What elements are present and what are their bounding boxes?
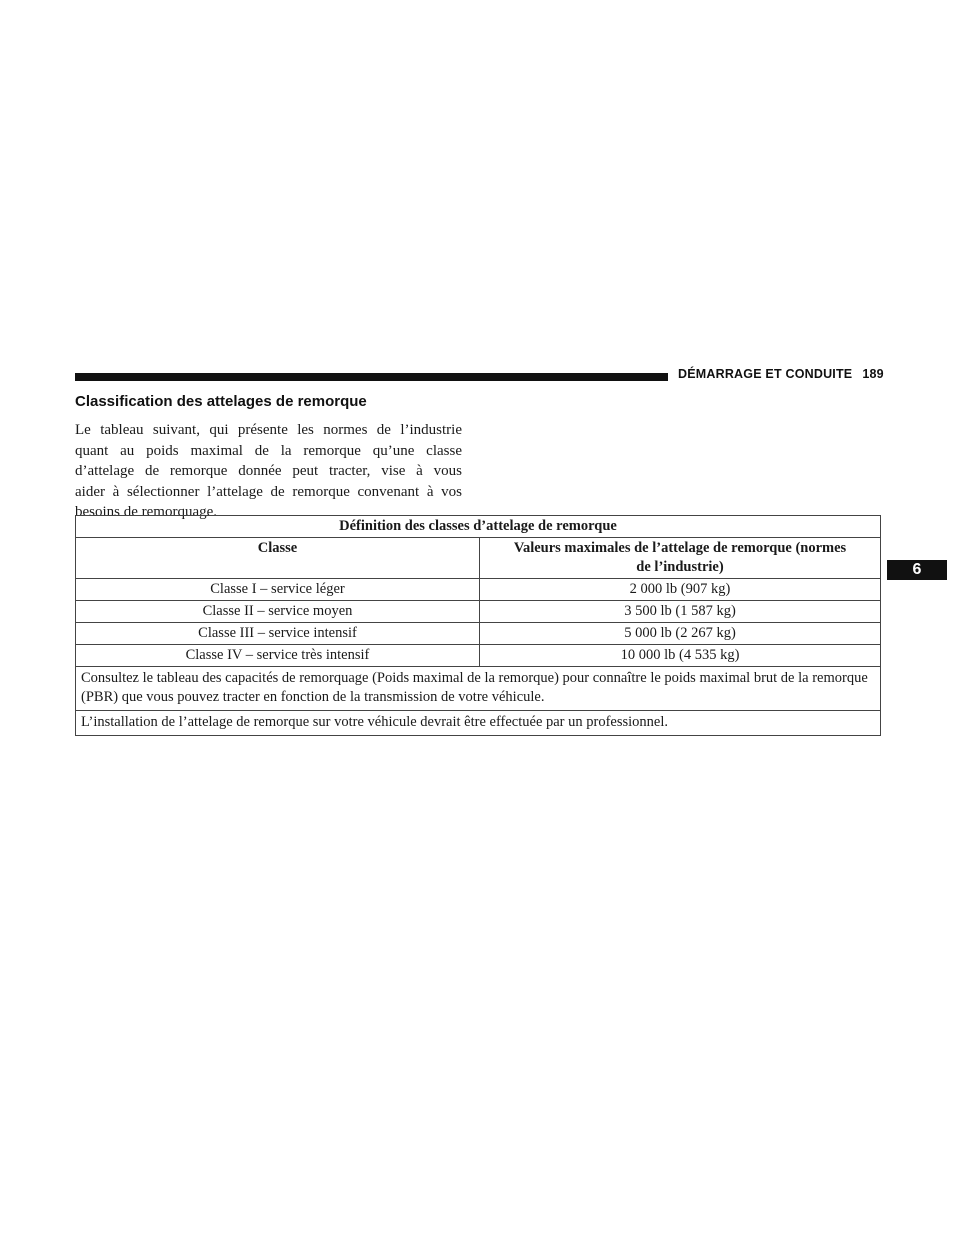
cell-classe: Classe I – service léger — [76, 579, 480, 601]
running-header — [678, 367, 884, 381]
table-row — [76, 601, 881, 623]
cell-valeur: 10 000 lb (4 535 kg) — [480, 645, 881, 667]
intro-line: quant au poids maximal de la remorque qu’une classe — [75, 442, 462, 459]
column-header-valeurs-line: Valeurs maximales de l’attelage de remorque (normes — [513, 540, 847, 556]
table-row — [76, 645, 881, 667]
chapter-tab: 6 — [887, 560, 947, 580]
table-note-row — [76, 667, 881, 711]
hitch-class-table — [75, 515, 881, 736]
intro-line: besoins de remorquage. — [75, 504, 218, 520]
table-header-row — [76, 538, 881, 579]
cell-classe: Classe III – service intensif — [76, 623, 480, 645]
table-title-row — [76, 516, 881, 538]
section-heading: Classification des attelages de remorque — [75, 393, 367, 410]
column-header-classe: Classe — [76, 538, 480, 579]
intro-line: d’attelage de remorque donnée peut tracter, vise à vous — [75, 463, 462, 479]
column-header-valeurs-line: de l’industrie) — [636, 559, 724, 575]
table-note-row — [76, 711, 881, 736]
table-note-installation: L’installation de l’attelage de remorque sur votre véhicule devrait être effectuée par un professionnel. — [76, 711, 881, 736]
intro-line: Le tableau suivant, qui présente les normes de l’industrie — [75, 422, 462, 438]
cell-valeur: 2 000 lb (907 kg) — [480, 579, 881, 601]
page-number: 189 — [862, 367, 884, 381]
cell-valeur: 3 500 lb (1 587 kg) — [480, 601, 881, 623]
intro-paragraph — [75, 420, 462, 523]
intro-line: aider à sélectionner l’attelage de remorque convenant à vos — [75, 483, 462, 500]
column-header-valeurs — [480, 538, 881, 579]
cell-classe: Classe IV – service très intensif — [76, 645, 480, 667]
chapter-title: DÉMARRAGE ET CONDUITE — [678, 367, 853, 381]
cell-valeur: 5 000 lb (2 267 kg) — [480, 623, 881, 645]
table-note-capacity: Consultez le tableau des capacités de remorquage (Poids maximal de la remorque) pour connaître le poids maximal brut de la remorque (PBR) que vous pouvez tracter en fonction de la transmission de votre véhicule. — [76, 667, 881, 711]
header-rule — [75, 373, 668, 381]
table-title: Définition des classes d’attelage de remorque — [76, 516, 881, 538]
table-row — [76, 579, 881, 601]
table-row — [76, 623, 881, 645]
cell-classe: Classe II – service moyen — [76, 601, 480, 623]
